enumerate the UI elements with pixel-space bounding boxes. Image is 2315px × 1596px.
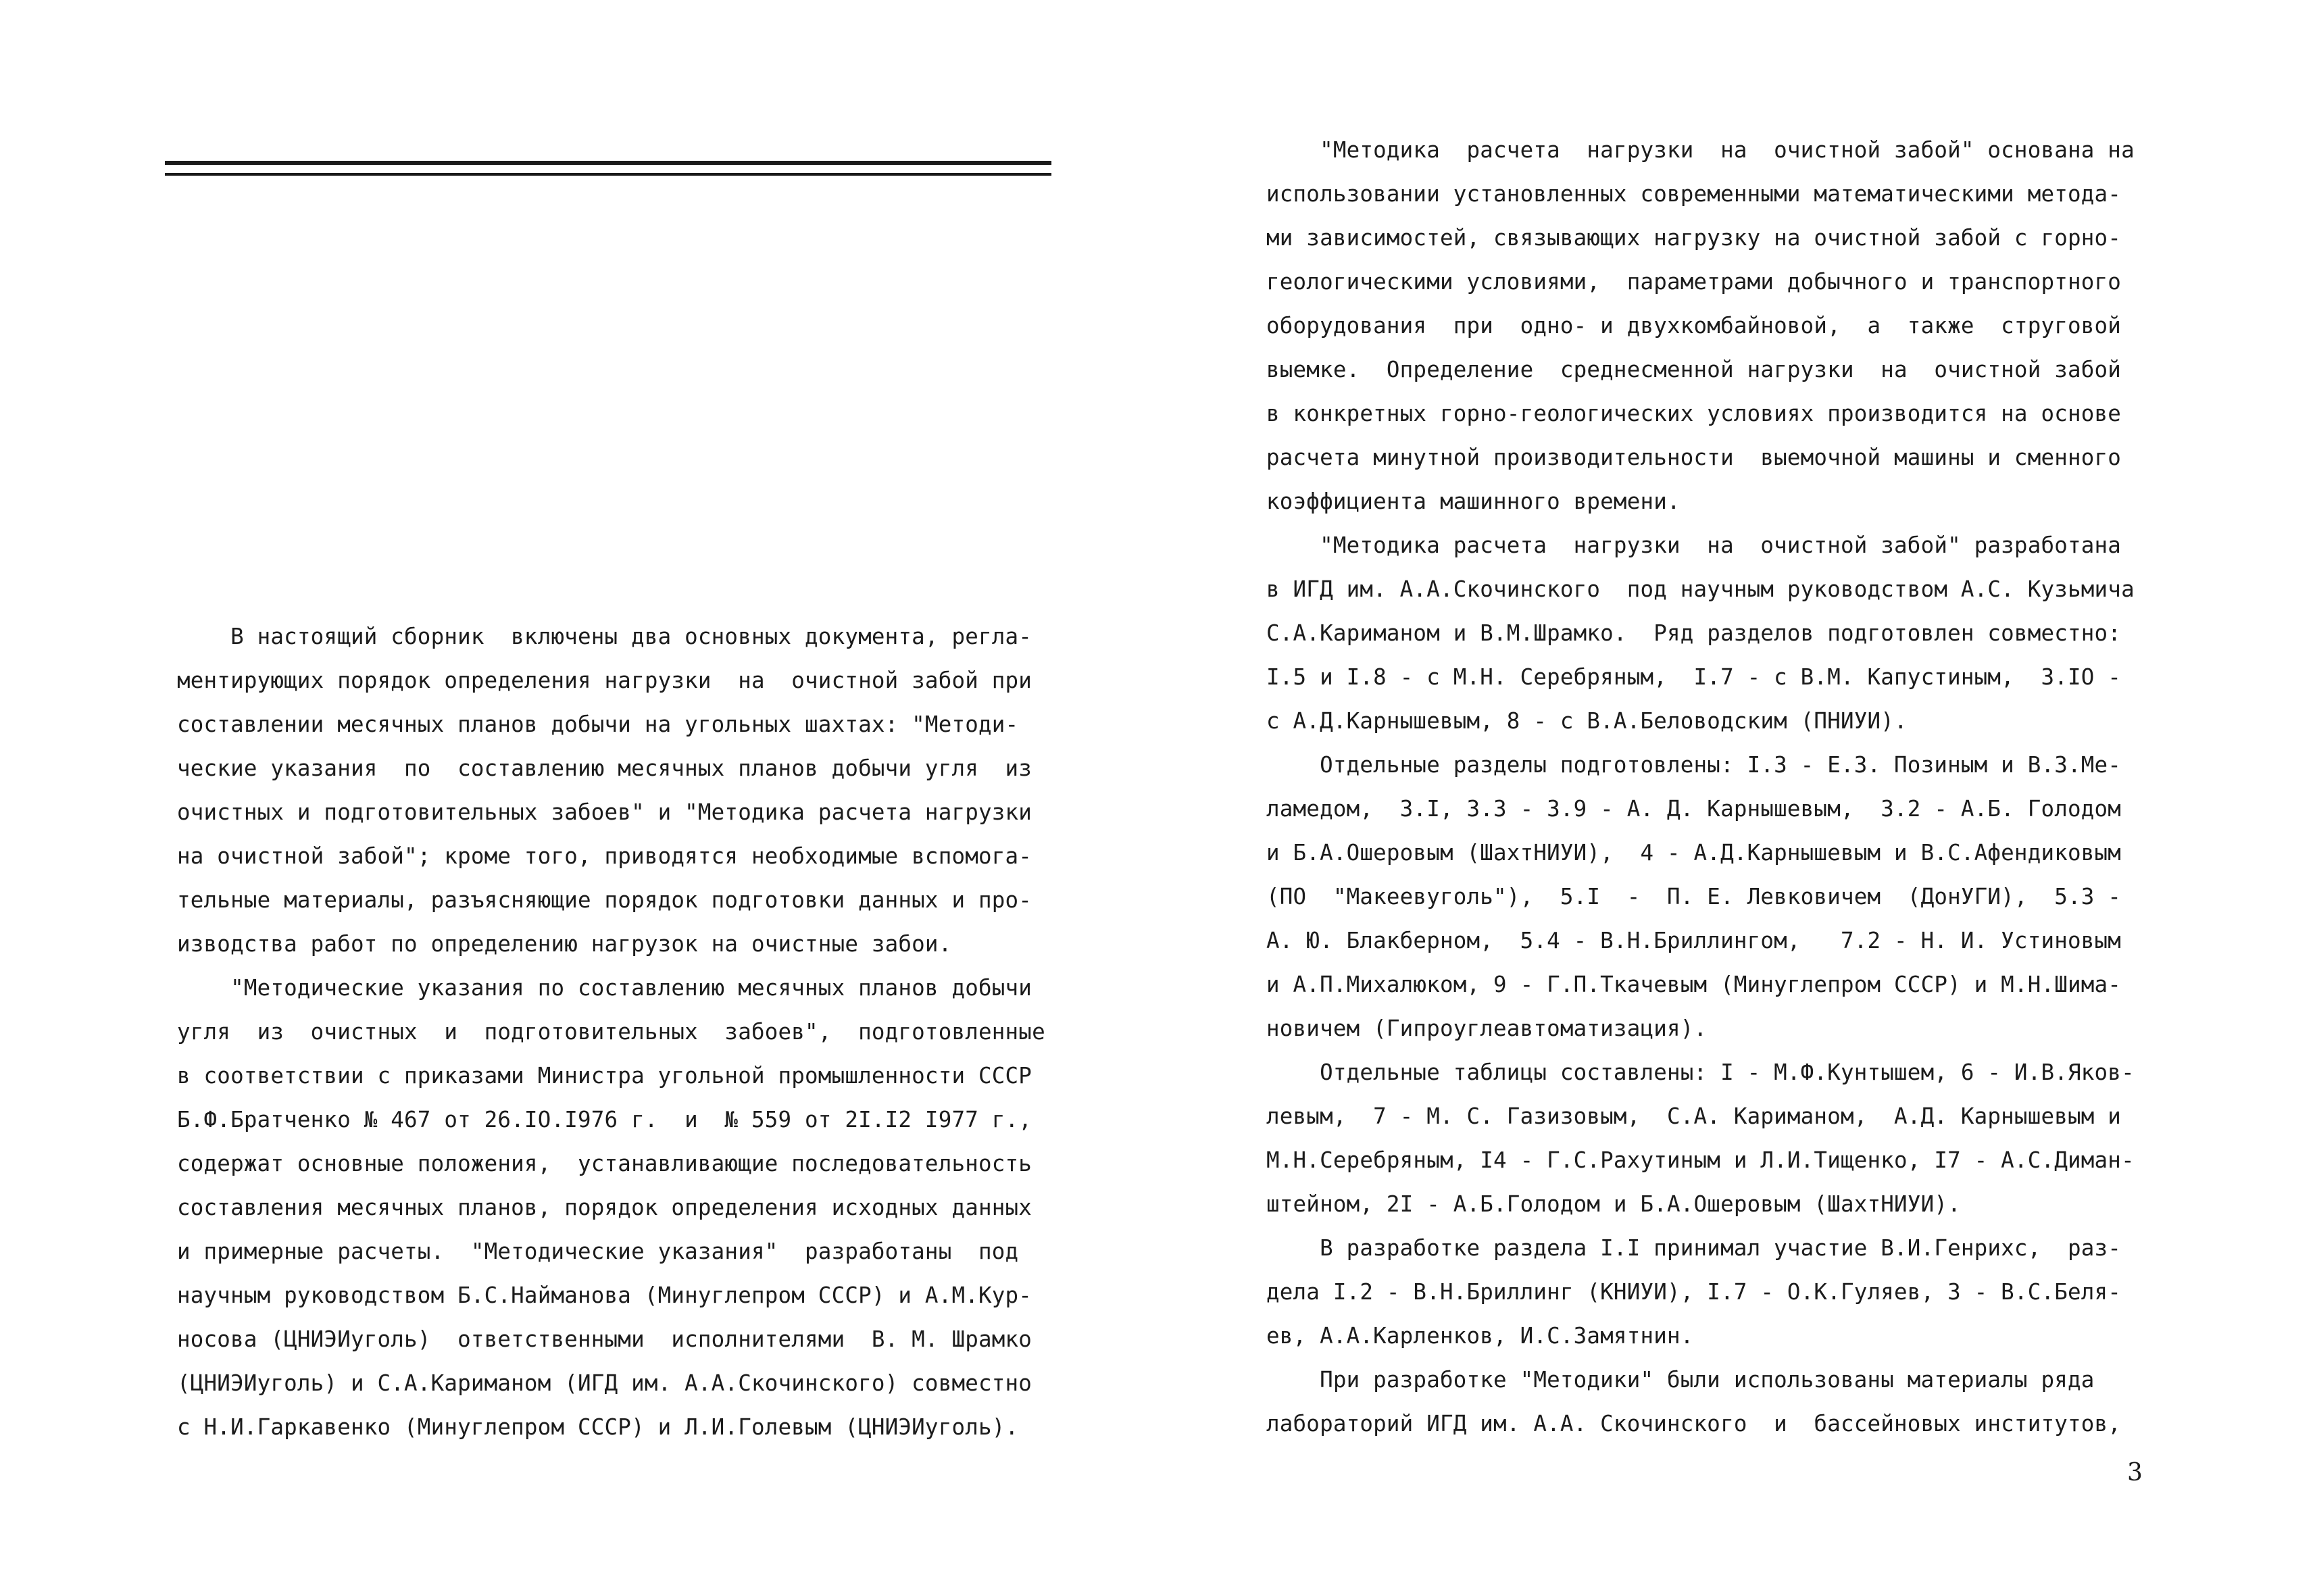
text-line: левым, 7 - М. С. Газизовым, С.А. Кариманом, А.Д. Карнышевым и	[1266, 1103, 2122, 1129]
text-line: Отдельные разделы подготовлены: I.3 - Е.З. Позиным и В.З.Ме-	[1266, 752, 2122, 778]
text-line: и Б.А.Ошеровым (ШахтНИУИ), 4 - А.Д.Карнышевым и В.С.Афендиковым	[1266, 840, 2122, 866]
text-line: составления месячных планов, порядок определения исходных данных	[177, 1195, 1032, 1220]
text-line: ми зависимостей, связывающих нагрузку на очистной забой с горно-	[1266, 225, 2122, 251]
text-line: расчета минутной производительности выемочной машины и сменного	[1266, 445, 2122, 470]
top-rule-thin	[165, 173, 1051, 176]
text-line: В настоящий сборник включены два основных документа, регла-	[177, 624, 1032, 649]
text-line: носова (ЦНИЭИуголь) ответственными исполнителями В. М. Шрамко	[177, 1326, 1032, 1352]
text-line: I.5 и I.8 - с М.Н. Серебряным, I.7 - с В.М. Капустиным, 3.IO -	[1266, 664, 2122, 690]
text-line: составлении месячных планов добычи на угольных шахтах: "Методи-	[177, 712, 1019, 737]
text-line: коэффициента машинного времени.	[1266, 489, 1681, 514]
text-line: использовании установленных современными математическими метода-	[1266, 181, 2122, 207]
top-rule-thick	[165, 161, 1051, 165]
text-line: изводства работ по определению нагрузок на очистные забои.	[177, 931, 952, 957]
text-line: "Методика расчета нагрузки на очистной забой" разработана	[1266, 532, 2122, 558]
text-line: содержат основные положения, устанавливающие последовательность	[177, 1151, 1032, 1176]
left-page-text	[177, 615, 1055, 1449]
text-line: угля из очистных и подготовительных забоев", подготовленные	[177, 1019, 1045, 1045]
text-line: тельные материалы, разъясняющие порядок подготовки данных и про-	[177, 887, 1032, 913]
right-page-text	[1266, 128, 2158, 1446]
text-line: выемке. Определение среднесменной нагрузки на очистной забой	[1266, 357, 2122, 382]
text-line: очистных и подготовительных забоев" и "Методика расчета нагрузки	[177, 799, 1032, 825]
text-line: Б.Ф.Братченко № 467 от 26.IO.I976 г. и № 559 от 2I.I2 I977 г.,	[177, 1107, 1032, 1132]
text-line: М.Н.Серебряным, I4 - Г.С.Рахутиным и Л.И.Тищенко, I7 - А.С.Диман-	[1266, 1147, 2135, 1173]
text-line: дела I.2 - В.Н.Бриллинг (КНИУИ), I.7 - О.К.Гуляев, 3 - В.С.Беля-	[1266, 1279, 2122, 1305]
text-line: "Методические указания по составлению месячных планов добычи	[177, 975, 1032, 1001]
text-line: новичем (Гипроуглеавтоматизация).	[1266, 1016, 1708, 1041]
text-line: и А.П.Михалюком, 9 - Г.П.Ткачевым (Минуглепром СССР) и М.Н.Шима-	[1266, 972, 2122, 997]
text-line: Отдельные таблицы составлены: I - М.Ф.Кунтышем, 6 - И.В.Яков-	[1266, 1059, 2135, 1085]
text-line: С.А.Кариманом и В.М.Шрамко. Ряд разделов подготовлен совместно:	[1266, 620, 2122, 646]
text-line: ламедом, 3.I, 3.3 - 3.9 - А. Д. Карнышевым, 3.2 - А.Б. Голодом	[1266, 796, 2122, 822]
text-line: "Методика расчета нагрузки на очистной забой" основана на	[1266, 137, 2135, 163]
text-line: штейном, 2I - А.Б.Голодом и Б.А.Ошеровым (ШахтНИУИ).	[1266, 1191, 1961, 1217]
text-line: геологическими условиями, параметрами добычного и транспортного	[1266, 269, 2122, 295]
text-line: ев, А.А.Карленков, И.С.Замятнин.	[1266, 1323, 1694, 1349]
text-line: ческие указания по составлению месячных планов добычи угля из	[177, 755, 1032, 781]
text-line: ментирующих порядок определения нагрузки на очистной забой при	[177, 668, 1032, 693]
text-line: в ИГД им. А.А.Скочинского под научным руководством А.С. Кузьмича	[1266, 576, 2135, 602]
text-line: с А.Д.Карнышевым, 8 - с В.А.Беловодским (ПНИУИ).	[1266, 708, 1908, 734]
text-line: лабораторий ИГД им. А.А. Скочинского и бассейновых институтов,	[1266, 1411, 2122, 1437]
page-number: 3	[2127, 1459, 2143, 1487]
text-line: А. Ю. Блакберном, 5.4 - В.Н.Бриллингом, 7.2 - Н. И. Устиновым	[1266, 928, 2122, 953]
text-line: При разработке "Методики" были использованы материалы ряда	[1266, 1367, 2095, 1393]
text-line: в конкретных горно-геологических условиях производится на основе	[1266, 401, 2122, 426]
text-line: и примерные расчеты. "Методические указания" разработаны под	[177, 1239, 1019, 1264]
text-line: (ЦНИЭИуголь) и С.А.Кариманом (ИГД им. А.А.Скочинского) совместно	[177, 1370, 1032, 1396]
text-line: в соответствии с приказами Министра угольной промышленности СССР	[177, 1063, 1032, 1089]
text-line: оборудования при одно- и двухкомбайновой, а также струговой	[1266, 313, 2122, 339]
text-line: с Н.И.Гаркавенко (Минуглепром СССР) и Л.И.Голевым (ЦНИЭИуголь).	[177, 1414, 1019, 1440]
text-line: научным руководством Б.С.Найманова (Минуглепром СССР) и А.М.Кур-	[177, 1282, 1032, 1308]
text-line: В разработке раздела I.I принимал участие В.И.Генрихс, раз-	[1266, 1235, 2122, 1261]
text-line: на очистной забой"; кроме того, приводятся необходимые вспомога-	[177, 843, 1032, 869]
text-line: (ПО "Макеевуголь"), 5.I - П. Е. Левковичем (ДонУГИ), 5.3 -	[1266, 884, 2122, 909]
